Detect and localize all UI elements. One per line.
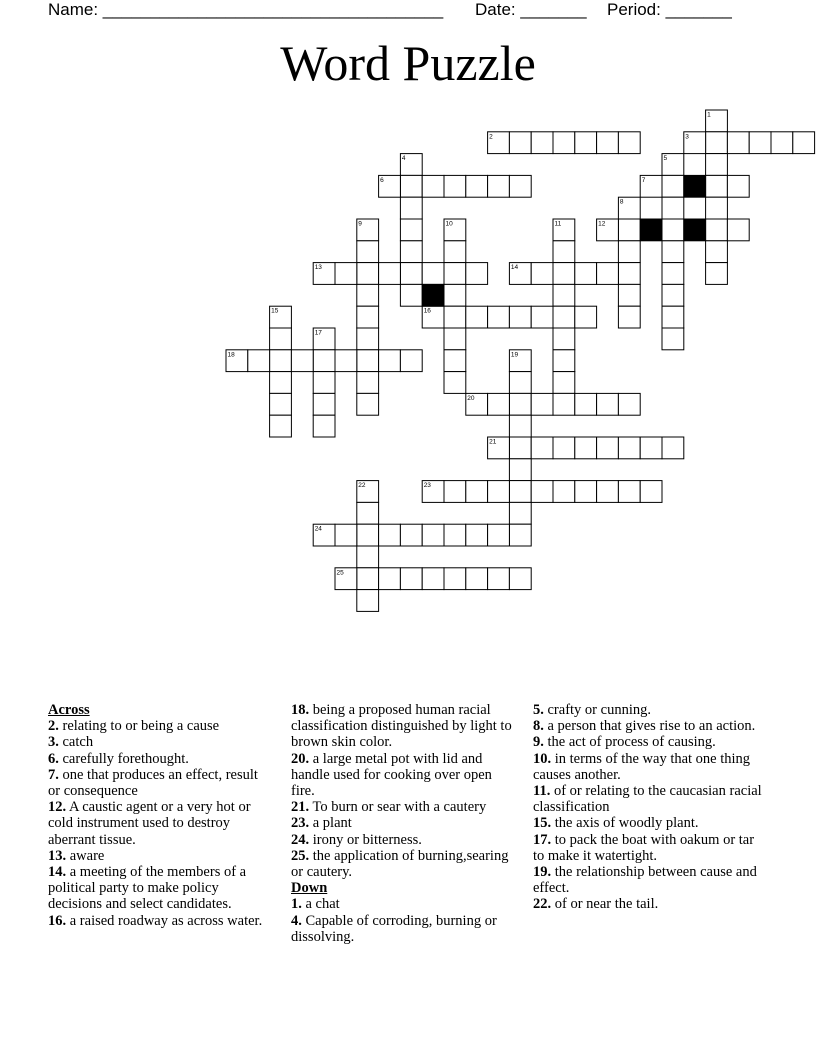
across-clue: [48, 913, 270, 929]
grid-cell[interactable]: [771, 132, 793, 154]
grid-cell[interactable]: [357, 546, 379, 568]
clue-number: 3: [685, 133, 689, 141]
across-clue: [291, 702, 519, 751]
grid-cell[interactable]: [575, 393, 597, 415]
grid-cell[interactable]: [618, 306, 640, 328]
clue-text: of or near the tail.: [551, 896, 659, 913]
grid-cell[interactable]: [400, 175, 422, 197]
grid-cell[interactable]: [379, 524, 401, 546]
grid-cell[interactable]: [444, 481, 466, 503]
grid-cell[interactable]: [531, 437, 553, 459]
clue-number: 2: [489, 133, 493, 141]
clue-number-label: 4.: [291, 912, 302, 929]
grid-cell[interactable]: [575, 306, 597, 328]
grid-cell[interactable]: [400, 197, 422, 219]
clue-number: 14: [510, 264, 519, 272]
down-clue: [533, 718, 765, 734]
grid-cell[interactable]: [597, 263, 619, 285]
grid-cell[interactable]: [553, 481, 575, 503]
grid-cell[interactable]: [509, 568, 531, 590]
grid-cell[interactable]: [357, 263, 379, 285]
grid-cell[interactable]: [444, 328, 466, 350]
grid-cell[interactable]: [357, 393, 379, 415]
grid-cell[interactable]: [509, 372, 531, 394]
grid-cell[interactable]: [466, 306, 488, 328]
grid-cell[interactable]: [531, 306, 553, 328]
across-clue: [48, 734, 270, 750]
grid-cell[interactable]: [706, 197, 728, 219]
grid-cell[interactable]: [400, 219, 422, 241]
across-clue: [291, 799, 519, 815]
grid-cell[interactable]: [335, 524, 357, 546]
clue-number: 4: [401, 155, 406, 163]
clue-number: 13: [314, 264, 322, 272]
page-title: Word Puzzle: [280, 35, 536, 91]
across-clue-list-continued: [291, 702, 519, 880]
grid-cell[interactable]: [270, 350, 292, 372]
clue-number: 7: [641, 176, 646, 184]
period-field[interactable]: Period: _______: [607, 0, 732, 19]
clue-number: 18: [227, 351, 235, 359]
clue-text: the act of process of causing.: [543, 734, 716, 751]
clue-number-label: 14.: [48, 864, 67, 881]
clue-text: Capable of corroding, burning or dissolving.: [291, 912, 497, 945]
grid-cell[interactable]: [553, 241, 575, 263]
clues-column-1: [48, 702, 270, 929]
grid-cell[interactable]: [270, 415, 292, 437]
grid-cell[interactable]: [597, 437, 619, 459]
grid-cell[interactable]: [509, 132, 531, 154]
grid-cell[interactable]: [313, 372, 335, 394]
grid-cell[interactable]: [400, 524, 422, 546]
grid-cell[interactable]: [357, 328, 379, 350]
clue-text: a large metal pot with lid and handle used for cooking over open fire.: [291, 750, 492, 800]
grid-cell[interactable]: [749, 132, 771, 154]
grid-cell[interactable]: [618, 241, 640, 263]
grid-cell[interactable]: [379, 350, 401, 372]
date-field[interactable]: Date: _______: [475, 0, 587, 19]
grid-cell[interactable]: [422, 524, 444, 546]
across-clue-list: [48, 718, 270, 929]
clue-number: 11: [554, 220, 562, 228]
grid-cell[interactable]: [727, 175, 749, 197]
grid-cell[interactable]: [509, 415, 531, 437]
grid-cell[interactable]: [488, 175, 510, 197]
grid-cell[interactable]: [662, 263, 684, 285]
clue-number-label: 24.: [291, 831, 310, 848]
clue-text: carefully forethought.: [58, 750, 189, 767]
clue-text: catch: [58, 734, 94, 751]
clue-text: the relationship between cause and effect.: [533, 864, 757, 897]
grid-cell[interactable]: [662, 197, 684, 219]
grid-cell[interactable]: [444, 175, 466, 197]
down-clue: [533, 734, 765, 750]
clue-text: a plant: [309, 815, 352, 832]
down-clue-list-continued: [533, 702, 765, 913]
clue-number: 15: [271, 307, 279, 315]
grid-cell[interactable]: [379, 568, 401, 590]
grid-cell[interactable]: [706, 154, 728, 176]
across-clue: [48, 799, 270, 848]
down-clue: [533, 896, 765, 912]
down-clue: [533, 751, 765, 783]
grid-cell[interactable]: [422, 263, 444, 285]
grid-cell[interactable]: [575, 437, 597, 459]
grid-cell[interactable]: [706, 175, 728, 197]
clue-number: 6: [380, 176, 384, 184]
grid-cell[interactable]: [662, 241, 684, 263]
across-clue: [291, 751, 519, 800]
grid-cell[interactable]: [466, 524, 488, 546]
clue-number-label: 8.: [533, 718, 544, 735]
clue-text: to pack the boat with oakum or tar to make it watertight.: [533, 831, 755, 864]
grid-cell[interactable]: [662, 306, 684, 328]
grid-cell[interactable]: [400, 284, 422, 306]
grid-cell[interactable]: [531, 393, 553, 415]
clue-text: A caustic agent or a very hot or cold instrument used to destroy aberrant tissue.: [48, 799, 251, 848]
grid-cell[interactable]: [597, 481, 619, 503]
grid-cell[interactable]: [618, 263, 640, 285]
grid-cell[interactable]: [553, 263, 575, 285]
clue-number-label: 11.: [533, 783, 551, 800]
grid-cell[interactable]: [488, 568, 510, 590]
grid-cell[interactable]: [488, 481, 510, 503]
grid-cell[interactable]: [509, 437, 531, 459]
grid-cell[interactable]: [509, 306, 531, 328]
grid-cell[interactable]: [488, 306, 510, 328]
clue-number-label: 15.: [533, 815, 552, 832]
grid-cell[interactable]: [706, 219, 728, 241]
clue-text: aware: [66, 847, 105, 864]
clue-number-label: 1.: [291, 896, 302, 913]
clue-text: being a proposed human racial classification distinguished by light to brown skin color.: [291, 702, 512, 751]
down-clue: [533, 864, 765, 896]
grid-cell[interactable]: [400, 241, 422, 263]
grid-cell[interactable]: [357, 284, 379, 306]
clue-number: 16: [423, 307, 431, 315]
grid-cell[interactable]: [357, 568, 379, 590]
across-clue: [291, 848, 519, 880]
grid-cell[interactable]: [400, 568, 422, 590]
grid-cell[interactable]: [509, 175, 531, 197]
clue-number: 5: [663, 155, 668, 163]
clues-column-2: [291, 702, 519, 945]
clue-number: 17: [314, 329, 322, 337]
clue-text: of or relating to the caucasian racial classification: [533, 783, 762, 816]
grid-cell[interactable]: [248, 350, 270, 372]
grid-cell[interactable]: [531, 481, 553, 503]
clue-text: a meeting of the members of a political party to make policy decisions and select candidates.: [48, 864, 247, 913]
grid-cell[interactable]: [444, 350, 466, 372]
clue-number-label: 7.: [48, 766, 59, 783]
grid-cell[interactable]: [444, 284, 466, 306]
down-clue: [533, 783, 765, 815]
grid-cell[interactable]: [488, 393, 510, 415]
down-clue: [533, 815, 765, 831]
grid-cell[interactable]: [509, 459, 531, 481]
grid-cell[interactable]: [270, 328, 292, 350]
grid-cell[interactable]: [357, 590, 379, 612]
name-field[interactable]: Name: ____________________________________: [48, 0, 444, 19]
grid-cell[interactable]: [313, 393, 335, 415]
clue-number: 23: [423, 482, 431, 490]
clue-number-label: 21.: [291, 799, 310, 816]
grid-cell[interactable]: [553, 350, 575, 372]
clue-text: one that produces an effect, result or consequence: [48, 766, 258, 800]
clue-number-label: 19.: [533, 864, 552, 881]
grid-cell[interactable]: [509, 524, 531, 546]
clue-number-label: 16.: [48, 912, 67, 929]
grid-cell[interactable]: [400, 350, 422, 372]
clue-number-label: 9.: [533, 734, 544, 751]
grid-cell[interactable]: [618, 393, 640, 415]
grid-cell[interactable]: [335, 263, 357, 285]
across-clue: [291, 815, 519, 831]
grid-cell[interactable]: [618, 284, 640, 306]
grid-cell[interactable]: [640, 437, 662, 459]
grid-cell[interactable]: [553, 306, 575, 328]
clue-number: 9: [358, 220, 362, 228]
clue-number: 19: [510, 351, 519, 359]
clue-text: irony or bitterness.: [309, 831, 422, 848]
grid-cell[interactable]: [444, 568, 466, 590]
grid-cell[interactable]: [444, 263, 466, 285]
down-clue: [533, 702, 765, 718]
down-clue: [533, 832, 765, 864]
down-clue: [291, 913, 519, 945]
across-clue: [48, 751, 270, 767]
clue-number-label: 2.: [48, 718, 59, 735]
clue-number: 12: [598, 220, 606, 228]
clue-text: a raised roadway as across water.: [66, 912, 263, 929]
grid-cell[interactable]: [640, 481, 662, 503]
clue-text: a person that gives rise to an action.: [543, 718, 756, 735]
grid-cell[interactable]: [400, 263, 422, 285]
grid-cell[interactable]: [553, 437, 575, 459]
across-clue: [48, 767, 270, 799]
grid-cell[interactable]: [357, 372, 379, 394]
grid-cell[interactable]: [313, 415, 335, 437]
grid-cell[interactable]: [706, 132, 728, 154]
clue-number-label: 5.: [533, 702, 544, 718]
clue-text: in terms of the way that one thing causes another.: [533, 750, 751, 783]
grid-cell[interactable]: [662, 219, 684, 241]
grid-cell[interactable]: [379, 263, 401, 285]
grid-cell[interactable]: [270, 393, 292, 415]
clue-number: 10: [445, 220, 453, 228]
clue-text: crafty or cunning.: [543, 702, 651, 718]
grid-cell[interactable]: [422, 568, 444, 590]
clue-number: 8: [619, 198, 624, 206]
clue-number: 20: [467, 394, 475, 402]
black-cell: [684, 175, 706, 197]
grid-cell[interactable]: [553, 393, 575, 415]
grid-cell[interactable]: [357, 350, 379, 372]
grid-cell[interactable]: [575, 481, 597, 503]
clues-column-3: [533, 702, 765, 913]
clue-number-label: 10.: [533, 750, 552, 767]
grid-cell[interactable]: [597, 132, 619, 154]
grid-cell[interactable]: [662, 328, 684, 350]
across-clue: [48, 864, 270, 913]
clue-number-label: 3.: [48, 734, 59, 751]
grid-cell[interactable]: [444, 372, 466, 394]
grid-cell[interactable]: [509, 502, 531, 524]
grid-cell[interactable]: [422, 175, 444, 197]
grid-cell[interactable]: [488, 524, 510, 546]
across-heading: Across: [48, 702, 90, 718]
clue-number-label: 12.: [48, 799, 67, 816]
clue-text: the application of burning,searing or cautery.: [291, 847, 509, 881]
grid-cell[interactable]: [618, 481, 640, 503]
clue-number-label: 13.: [48, 847, 67, 864]
grid-cell[interactable]: [357, 502, 379, 524]
clue-text: a chat: [301, 896, 340, 913]
grid-cell[interactable]: [597, 393, 619, 415]
grid-cell[interactable]: [618, 219, 640, 241]
down-clue-list: [291, 896, 519, 945]
grid-cell[interactable]: [553, 132, 575, 154]
clue-number-label: 18.: [291, 702, 310, 718]
across-clue: [48, 718, 270, 734]
clue-number: 22: [358, 482, 366, 490]
grid-cell[interactable]: [531, 132, 553, 154]
grid-cell[interactable]: [466, 568, 488, 590]
grid-cell[interactable]: [466, 481, 488, 503]
grid-cell[interactable]: [444, 306, 466, 328]
clue-text: relating to or being a cause: [58, 718, 220, 735]
grid-cell[interactable]: [444, 241, 466, 263]
black-cell: [684, 219, 706, 241]
clue-text: the axis of woodly plant.: [551, 815, 699, 832]
clue-number-label: 23.: [291, 815, 310, 832]
grid-cell[interactable]: [662, 175, 684, 197]
grid-cell[interactable]: [575, 263, 597, 285]
grid-cell[interactable]: [575, 132, 597, 154]
grid-cell[interactable]: [706, 263, 728, 285]
grid-cell[interactable]: [618, 437, 640, 459]
across-clue: [291, 832, 519, 848]
grid-cell[interactable]: [357, 241, 379, 263]
grid-cell[interactable]: [291, 350, 313, 372]
grid-cell[interactable]: [553, 284, 575, 306]
grid-cell[interactable]: [335, 350, 357, 372]
clue-text: To burn or sear with a cautery: [309, 799, 487, 816]
grid-cell[interactable]: [357, 306, 379, 328]
clue-number: 24: [314, 525, 322, 533]
grid-cell[interactable]: [706, 241, 728, 263]
down-clue: [291, 896, 519, 912]
clue-number-label: 25.: [291, 847, 310, 864]
grid-cell[interactable]: [466, 263, 488, 285]
grid-cell[interactable]: [618, 132, 640, 154]
clue-number: 21: [489, 438, 497, 446]
grid-cell[interactable]: [553, 372, 575, 394]
down-heading: Down: [291, 880, 328, 897]
black-cell: [422, 284, 444, 306]
clue-number-label: 6.: [48, 750, 59, 767]
grid-cell[interactable]: [727, 219, 749, 241]
grid-cell[interactable]: [662, 437, 684, 459]
across-clue: [48, 848, 270, 864]
clue-number-label: 20.: [291, 750, 310, 767]
grid-cell[interactable]: [531, 263, 553, 285]
grid-cell[interactable]: [444, 524, 466, 546]
clue-number-label: 22.: [533, 896, 552, 913]
grid-cell[interactable]: [466, 175, 488, 197]
grid-cell[interactable]: [553, 328, 575, 350]
grid-cell[interactable]: [793, 132, 815, 154]
black-cell: [640, 219, 662, 241]
clue-number: 1: [707, 111, 711, 119]
grid-cell[interactable]: [509, 481, 531, 503]
grid-cell[interactable]: [509, 393, 531, 415]
grid-cell[interactable]: [357, 524, 379, 546]
grid-cell[interactable]: [662, 284, 684, 306]
clue-number-label: 17.: [533, 831, 552, 848]
grid-cell[interactable]: [727, 132, 749, 154]
grid-cell[interactable]: [270, 372, 292, 394]
clue-number: 25: [336, 569, 344, 577]
grid-cell[interactable]: [313, 350, 335, 372]
